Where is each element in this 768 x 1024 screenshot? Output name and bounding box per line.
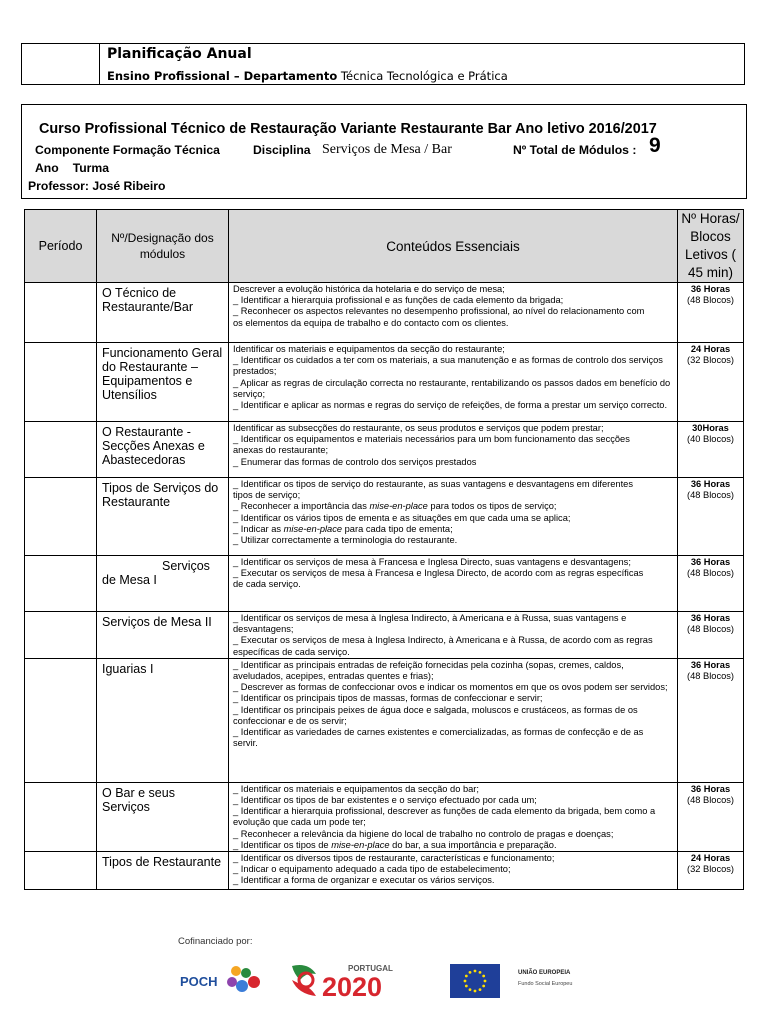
horas-cell [678, 478, 744, 556]
total-modulos-value: 9 [649, 134, 661, 157]
conteudo-line: _ Identificar os serviços de mesa à Inglesa Indirecto, à Americana e à Russa, suas vantagens e desvantagens; [233, 613, 627, 635]
table-header-row [25, 210, 744, 283]
horas-cell [678, 782, 744, 851]
blocos-value: (48 Blocos) [686, 490, 735, 500]
disciplina-value: Serviços de Mesa / Bar [322, 142, 452, 157]
table-row [25, 556, 744, 612]
conteudo-line: _ Identificar os principais peixes de água doce e salgada, moluscos e crustáceos, as formas de os [233, 704, 638, 715]
conteudo-line: _ Identificar os materiais e equipamentos da secção do bar; [233, 783, 479, 794]
horas-cell [678, 283, 744, 343]
subtitle-bold: Ensino Profissional – Departamento [107, 69, 338, 83]
conteudo-line: _ Identificar os equipamentos e materiais necessários para um bom funcionamento das secções [233, 434, 630, 445]
eu-star-icon [465, 985, 468, 988]
horas-cell [678, 658, 744, 782]
horas-value: 36 Horas [690, 783, 731, 794]
modulo-name: Iguarias I [97, 658, 229, 782]
table-row [25, 782, 744, 851]
conteudo-line: _ Identificar as variedades de carnes existentes e comercializadas, as formas de confecção e de as [233, 727, 644, 738]
conteudo-line: _ Reconhecer a importância das mise-en-place para todos os tipos de serviço; [233, 501, 557, 512]
blocos-value: (48 Blocos) [686, 624, 735, 634]
subtitle-rest: Técnica Tecnológica e Prática [337, 69, 508, 83]
periodo-cell [25, 422, 97, 478]
blocos-value: (32 Blocos) [686, 355, 735, 365]
blocos-value: (32 Blocos) [686, 864, 735, 875]
conteudos-cell [229, 422, 678, 478]
blocos-value: (40 Blocos) [686, 434, 735, 444]
conteudo-line: Identificar os materiais e equipamentos da secção do restaurante; [233, 344, 505, 354]
conteudo-line: _ Identificar os diversos tipos de restaurante, características e funcionamento; [233, 853, 555, 864]
ano-turma-row [35, 161, 109, 175]
table-row [25, 852, 744, 890]
table-body [25, 283, 744, 890]
conteudos-cell [229, 343, 678, 422]
horas-value: 24 Horas [690, 853, 731, 864]
eu-star-icon [465, 975, 468, 978]
conteudo-line: servir. [233, 738, 258, 749]
total-modulos-label: Nº Total de Módulos : [513, 143, 637, 157]
header-blank-cell [22, 44, 100, 84]
eu-star-icon [474, 990, 477, 993]
conteudo-line: de cada serviço. [233, 579, 301, 590]
horas-cell [678, 556, 744, 612]
conteudos-cell [229, 478, 678, 556]
horas-cell [678, 343, 744, 422]
conteudos-cell [229, 782, 678, 851]
horas-value: 36 Horas [690, 659, 731, 670]
eu-star-icon [474, 970, 477, 973]
periodo-cell [25, 782, 97, 851]
eu-star-icon [464, 980, 467, 983]
modulo-name: Tipos de Serviços do Restaurante [97, 478, 229, 556]
conteudo-line: _ Identificar os serviços de mesa à Francesa e Inglesa Directo, suas vantagens e desvantagens; [233, 557, 631, 567]
table-row [25, 283, 744, 343]
eu-star-icon [469, 988, 472, 991]
table-row [25, 612, 744, 659]
conteudos-cell [229, 283, 678, 343]
header-horas: Nº Horas/ Blocos Letivos ( 45 min) [678, 210, 744, 283]
header-periodo: Período [25, 210, 97, 283]
conteudos-cell [229, 658, 678, 782]
svg-text:UNIÃO EUROPEIA: UNIÃO EUROPEIA [518, 970, 571, 976]
svg-text:POCH: POCH [180, 974, 218, 989]
conteudo-line: _ Reconhecer a relevância da higiene do local de trabalho no controlo de pragas e doenças; [233, 828, 614, 839]
modulo-name: O Técnico de Restaurante/Bar [97, 283, 229, 343]
portugal-2020-logo [288, 960, 428, 1000]
horas-value: 36 Horas [690, 284, 731, 294]
periodo-cell [25, 556, 97, 612]
table-row [25, 422, 744, 478]
blocos-value: (48 Blocos) [686, 670, 735, 681]
horas-value: 36 Horas [690, 557, 731, 567]
conteudo-line: _ Reconhecer os aspectos relevantes no desempenho profissional, ao nível do relacionamento com [233, 306, 645, 317]
eu-star-icon [479, 988, 482, 991]
header-box [21, 43, 745, 85]
ano-label: Ano [35, 161, 59, 175]
table-row [25, 478, 744, 556]
professor-label: Professor: José Ribeiro [28, 179, 166, 193]
conteudo-line: _ Identificar os principais tipos de massas, formas de confeccionar e servir; [233, 693, 543, 704]
modulo-name: Serviços de Mesa II [97, 612, 229, 659]
modulo-name: Funcionamento Geral do Restaurante – Equipamentos e Utensílios [97, 343, 229, 422]
conteudos-cell [229, 612, 678, 659]
conteudo-line: _ Enumerar das formas de controlo dos serviços prestados [233, 456, 477, 467]
uniao-europeia-logo [450, 964, 590, 998]
periodo-cell [25, 283, 97, 343]
conteudo-line: tipos de serviço; [233, 490, 301, 501]
conteudo-line: confeccionar e de os servir; [233, 715, 347, 726]
conteudo-line: _ Identificar os cuidados a ter com os materiais, a sua manutenção e as formas de controlo dos serviços prestados; [233, 355, 663, 377]
conteudo-line: _ Executar os serviços de mesa à Francesa e Inglesa Directo, de acordo com as regras específicas [233, 568, 644, 579]
componente-label: Componente Formação Técnica [35, 143, 220, 157]
periodo-cell [25, 612, 97, 659]
horas-value: 30Horas [692, 423, 729, 433]
conteudo-line: Descrever a evolução histórica da hotelaria e do serviço de mesa; [233, 284, 505, 294]
modules-table [24, 209, 744, 890]
conteudos-cell [229, 556, 678, 612]
conteudo-line: _ Identificar os tipos de serviço do restaurante, as suas vantagens e desvantagens em diferentes [233, 479, 634, 489]
horas-value: 36 Horas [690, 479, 731, 489]
cofinanciado-label: Cofinanciado por: [178, 936, 253, 947]
document-subtitle [107, 67, 508, 85]
modulo-name: O Restaurante - Secções Anexas e Abastecedoras [97, 422, 229, 478]
document-title: Planificação Anual [107, 46, 252, 62]
horas-cell [678, 852, 744, 890]
conteudo-line: _ Identificar a hierarquia profissional e as funções de cada elemento da brigada; [233, 295, 564, 306]
poch-logo [178, 962, 268, 998]
blocos-value: (48 Blocos) [686, 295, 735, 305]
eu-star-icon [482, 985, 485, 988]
eu-star-icon [479, 971, 482, 974]
modulo-name: Serviços de Mesa I [97, 556, 229, 612]
conteudo-line: _ Identificar a forma de organizar e executar os vários serviços. [233, 875, 495, 886]
conteudo-line: _ Identificar a hierarquia profissional, descrever as funções de cada elemento da brigada, bem como a evolução que cada um pode ter; [233, 806, 656, 828]
conteudo-line: _ Indicar o equipamento adequado a cada tipo de estabelecimento; [233, 864, 511, 875]
conteudo-line: _ Descrever as formas de confeccionar ovos e indicar os momentos em que os ovos podem ser servidos; [233, 682, 668, 693]
conteudo-line: _ Identificar e aplicar as normas e regras do serviço de refeições, de forma a prestar um serviço correcto. [233, 400, 668, 411]
svg-text:2020: 2020 [322, 972, 383, 1000]
conteudo-line: _ Identificar as principais entradas de refeição fornecidas pela cozinha (sopas, cremes, caldos, aveludados, acepipes, entradas quentes e frias); [233, 659, 624, 682]
periodo-cell [25, 658, 97, 782]
conteudo-line: anexas do restaurante; [233, 445, 329, 456]
horas-value: 24 Horas [690, 344, 731, 354]
conteudo-line: _ Identificar os tipos de mise-en-place do bar, a sua importância e preparação. [233, 839, 557, 850]
modulo-name: O Bar e seus Serviços [97, 782, 229, 851]
horas-cell [678, 612, 744, 659]
conteudos-cell [229, 852, 678, 890]
periodo-cell [25, 478, 97, 556]
course-title: Curso Profissional Técnico de Restauração Variante Restaurante Bar Ano letivo 2016/2017 [39, 121, 657, 137]
disciplina-label: Disciplina [253, 143, 311, 157]
eu-star-icon [482, 975, 485, 978]
course-details-row [35, 134, 661, 157]
conteudo-line: Identificar as subsecções do restaurante, os seus produtos e serviços que podem prestar; [233, 423, 604, 433]
header-text-cell [100, 44, 508, 84]
table-row [25, 343, 744, 422]
modulo-name: Tipos de Restaurante [97, 852, 229, 890]
turma-label: Turma [72, 161, 110, 175]
conteudo-line: _ Identificar os tipos de bar existentes e o serviço efectuado por cada um; [233, 795, 537, 806]
svg-text:PORTUGAL: PORTUGAL [348, 964, 393, 973]
header-conteudos: Conteúdos Essenciais [229, 210, 678, 283]
conteudo-line: os elementos da equipa de trabalho e do contacto com os clientes. [233, 317, 509, 328]
horas-cell [678, 422, 744, 478]
conteudo-line: _ Aplicar as regras de circulação correcta no restaurante, rentabilizando os passos dados em benefício do serviço; [233, 377, 671, 399]
conteudo-line: _ Executar os serviços de mesa à Inglesa Indirecto, à Americana e à Russa, de acordo com as regras específicas de cada serviço. [233, 635, 653, 657]
blocos-value: (48 Blocos) [686, 794, 735, 805]
conteudo-line: _ Utilizar correctamente a terminologia do restaurante. [233, 535, 458, 546]
periodo-cell [25, 343, 97, 422]
header-designacao: Nº/Designação dos módulos [97, 210, 229, 283]
blocos-value: (48 Blocos) [686, 568, 735, 578]
horas-value: 36 Horas [690, 613, 731, 623]
table-row [25, 658, 744, 782]
svg-text:Fundo Social Europeu: Fundo Social Europeu [518, 981, 573, 987]
eu-star-icon [484, 980, 487, 983]
eu-star-icon [469, 971, 472, 974]
periodo-cell [25, 852, 97, 890]
course-info-box [21, 104, 747, 199]
conteudo-line: _ Identificar os vários tipos de ementa e as situações em que cada uma se aplica; [233, 512, 571, 523]
conteudo-line: _ Indicar as mise-en-place para cada tipo de ementa; [233, 523, 453, 534]
